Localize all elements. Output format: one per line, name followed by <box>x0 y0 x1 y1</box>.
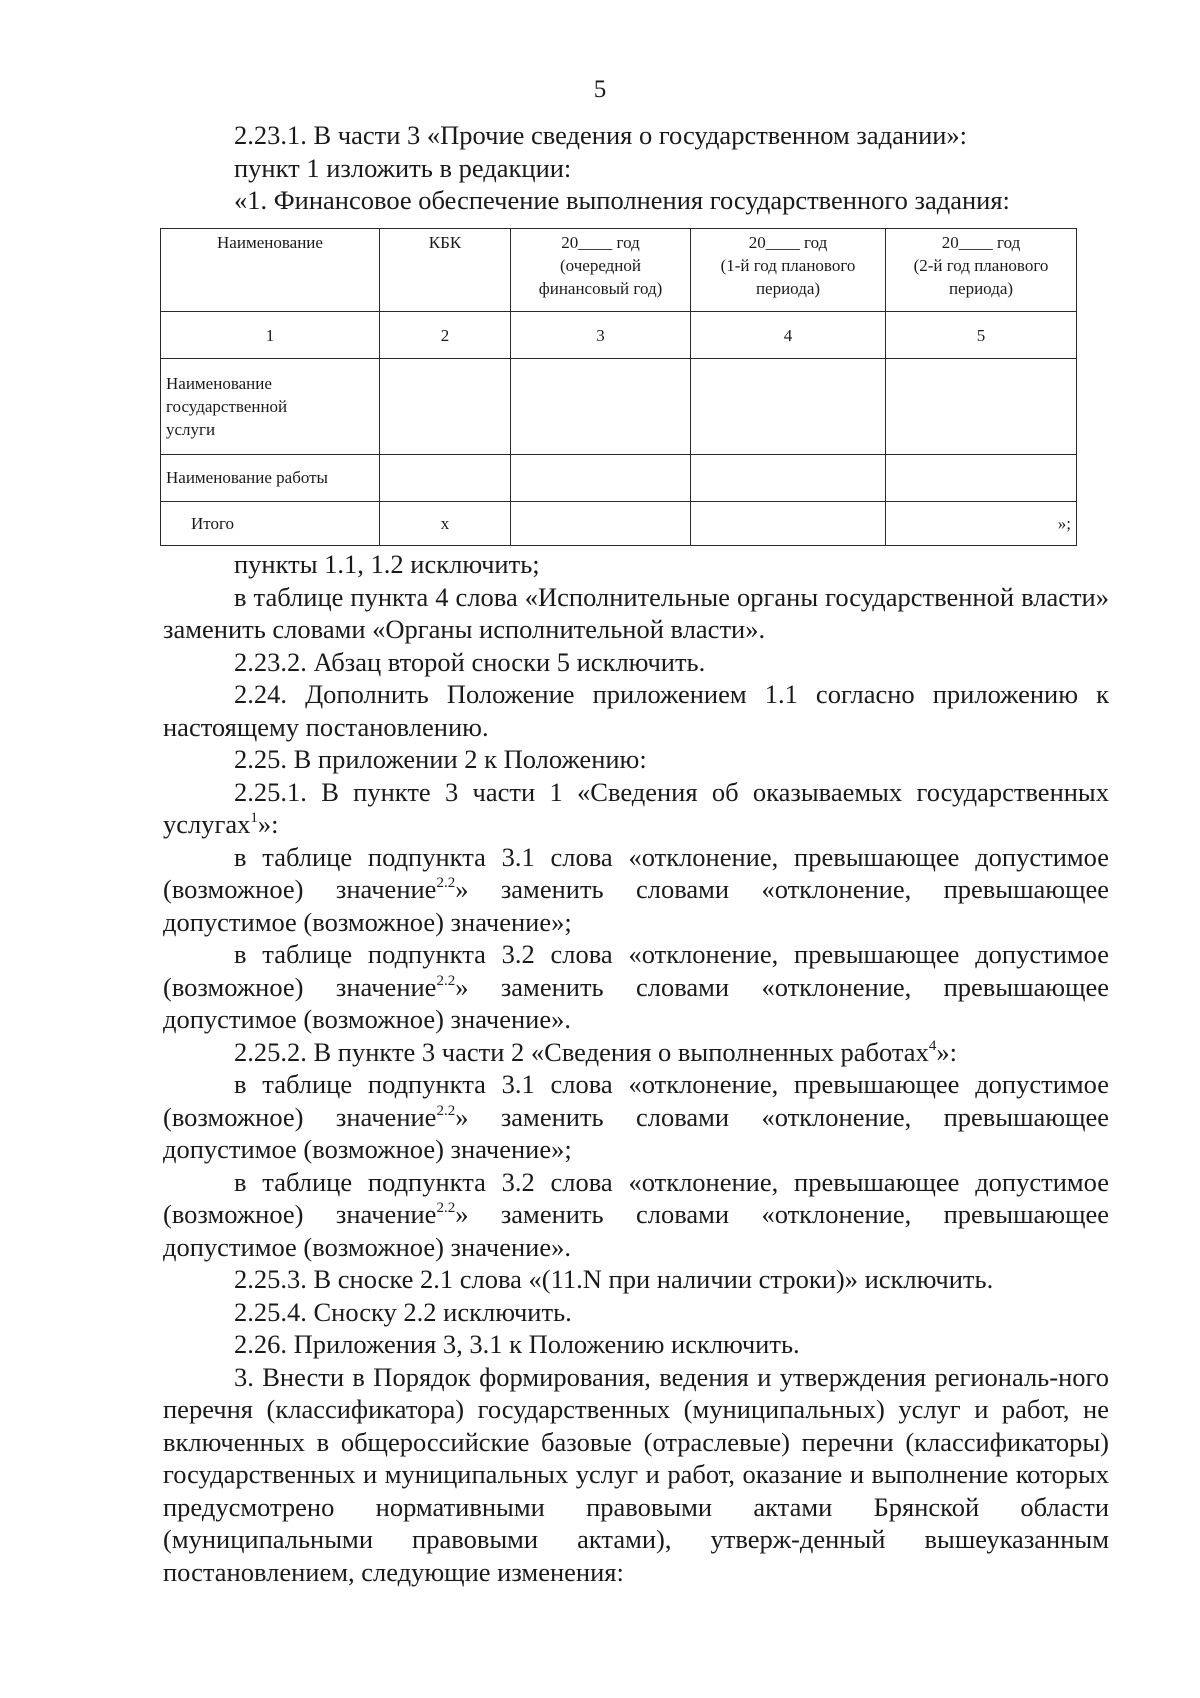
paragraph-finance-heading: «1. Финансовое обеспечение выполнения государственного задания: <box>234 185 1010 215</box>
intro-block <box>163 119 1109 217</box>
text: » заменить словами «отклонение, превышающее допустимое (возможное) значение»; <box>163 874 1109 937</box>
header-kbk: КБК <box>380 229 511 312</box>
table-header-row <box>161 229 1077 312</box>
paragraph: 2.23.2. Абзац второй сноски 5 исключить. <box>234 646 706 677</box>
closing-quote: »; <box>886 501 1077 545</box>
footnote-ref: 2.2 <box>436 1102 456 1119</box>
table-number-row <box>161 312 1077 358</box>
paragraph <box>163 841 1109 939</box>
paragraph: в таблице пункта 4 слова «Исполнительные органы государственной власти» заменить словами «Органы исполнительной власти». <box>163 581 1109 644</box>
row-label-total: Итого <box>161 501 380 545</box>
footnote-ref: 2.2 <box>436 875 456 891</box>
table-cell <box>380 358 511 454</box>
table-cell <box>886 455 1077 501</box>
paragraph: пункты 1.1, 1.2 исключить; <box>234 549 540 579</box>
paragraph: 2.24. Дополнить Положение приложением 1.1 согласно приложению к настоящему постановлению. <box>163 679 1109 742</box>
paragraph <box>163 938 1109 1036</box>
column-number: 5 <box>886 312 1077 358</box>
text: » заменить словами «отклонение, превышающее допустимое (возможное) значение». <box>163 971 1109 1034</box>
text: в таблице подпункта 3.1 слова «отклонение, превышающее допустимое (возможное) значение <box>163 1069 1109 1132</box>
paragraph: 3. Внести в Порядок формирования, ведения и утверждения региональ-ного перечня (классификатора) государственных (муниципальных) услуг и работ, не включенных в общероссийские базовые (отраслевые) перечни (классификаторы) государственных и муниципальных услуг и работ, оказание и выполнение которых предусмотрено нормативными правовыми актами Брянской области (муниципальными правовыми актами), утверж-денный вышеуказанным постановлением, следующие изменения: <box>163 1361 1109 1587</box>
footnote-ref: 2.2 <box>436 972 456 989</box>
column-number: 1 <box>161 312 380 358</box>
column-number: 3 <box>511 312 691 358</box>
footnote-ref: 1 <box>250 810 258 826</box>
table-cell <box>511 501 691 545</box>
paragraph: 2.26. Приложения 3, 3.1 к Положению исключить. <box>234 1329 800 1359</box>
header-year-plan-2: 20____ год (2-й год планового периода) <box>886 229 1077 312</box>
text: 2.25.1. В пункте 3 части 1 «Сведения об оказываемых государственных услугах <box>163 776 1109 839</box>
finance-table <box>160 228 1077 546</box>
total-kbk-cell: х <box>380 501 511 545</box>
table-cell <box>511 455 691 501</box>
column-number: 2 <box>380 312 511 358</box>
text: »: <box>936 1036 957 1067</box>
column-number: 4 <box>691 312 886 358</box>
paragraph: 2.25.3. В сноске 2.1 слова «(11.N при наличии строки)» исключить. <box>234 1264 994 1294</box>
footnote-ref: 4 <box>928 1037 937 1054</box>
text: » заменить словами «отклонение, превышающее допустимое (возможное) значение». <box>163 1199 1109 1262</box>
paragraph <box>163 1166 1109 1264</box>
table-cell <box>691 358 886 454</box>
text: 2.25.2. В пункте 3 части 2 «Сведения о выполненных работах <box>234 1036 929 1067</box>
paragraph: 2.25.4. Сноску 2.2 исключить. <box>234 1296 572 1327</box>
table-row-service <box>161 358 1077 454</box>
table-cell <box>886 358 1077 454</box>
paragraph <box>163 1068 1109 1166</box>
text: в таблице подпункта 3.2 слова «отклонение, превышающее допустимое (возможное) значение <box>163 1166 1109 1229</box>
header-name: Наименование <box>161 229 380 312</box>
table-cell <box>691 501 886 545</box>
paragraph <box>163 776 1109 841</box>
paragraph-2-23-1: 2.23.1. В части 3 «Прочие сведения о государственном задании»: <box>234 120 968 150</box>
paragraph: 2.25. В приложении 2 к Положению: <box>234 744 647 774</box>
table-row-total <box>161 501 1077 545</box>
page-number: 5 <box>593 76 607 103</box>
paragraph <box>163 1036 1109 1069</box>
row-label-work: Наименование работы <box>161 455 380 501</box>
table-row-work <box>161 455 1077 501</box>
header-year-plan-1: 20____ год (1-й год планового периода) <box>691 229 886 312</box>
table-cell <box>380 455 511 501</box>
text: в таблице подпункта 3.2 слова «отклонение, превышающее допустимое (возможное) значение <box>163 939 1109 1002</box>
header-year-current: 20____ год (очередной финансовый год) <box>511 229 691 312</box>
text: »: <box>257 809 279 839</box>
text: в таблице подпункта 3.1 слова «отклонение, превышающее допустимое (возможное) значение <box>163 841 1109 904</box>
row-label-service: Наименование государственной услуги <box>161 358 380 454</box>
table-cell <box>511 358 691 454</box>
paragraph-point-1: пункт 1 изложить в редакции: <box>234 152 572 183</box>
table-cell <box>691 455 886 501</box>
text: » заменить словами «отклонение, превышающее допустимое (возможное) значение»; <box>163 1101 1109 1164</box>
footnote-ref: 2.2 <box>436 1200 456 1216</box>
body-block <box>163 548 1109 1588</box>
